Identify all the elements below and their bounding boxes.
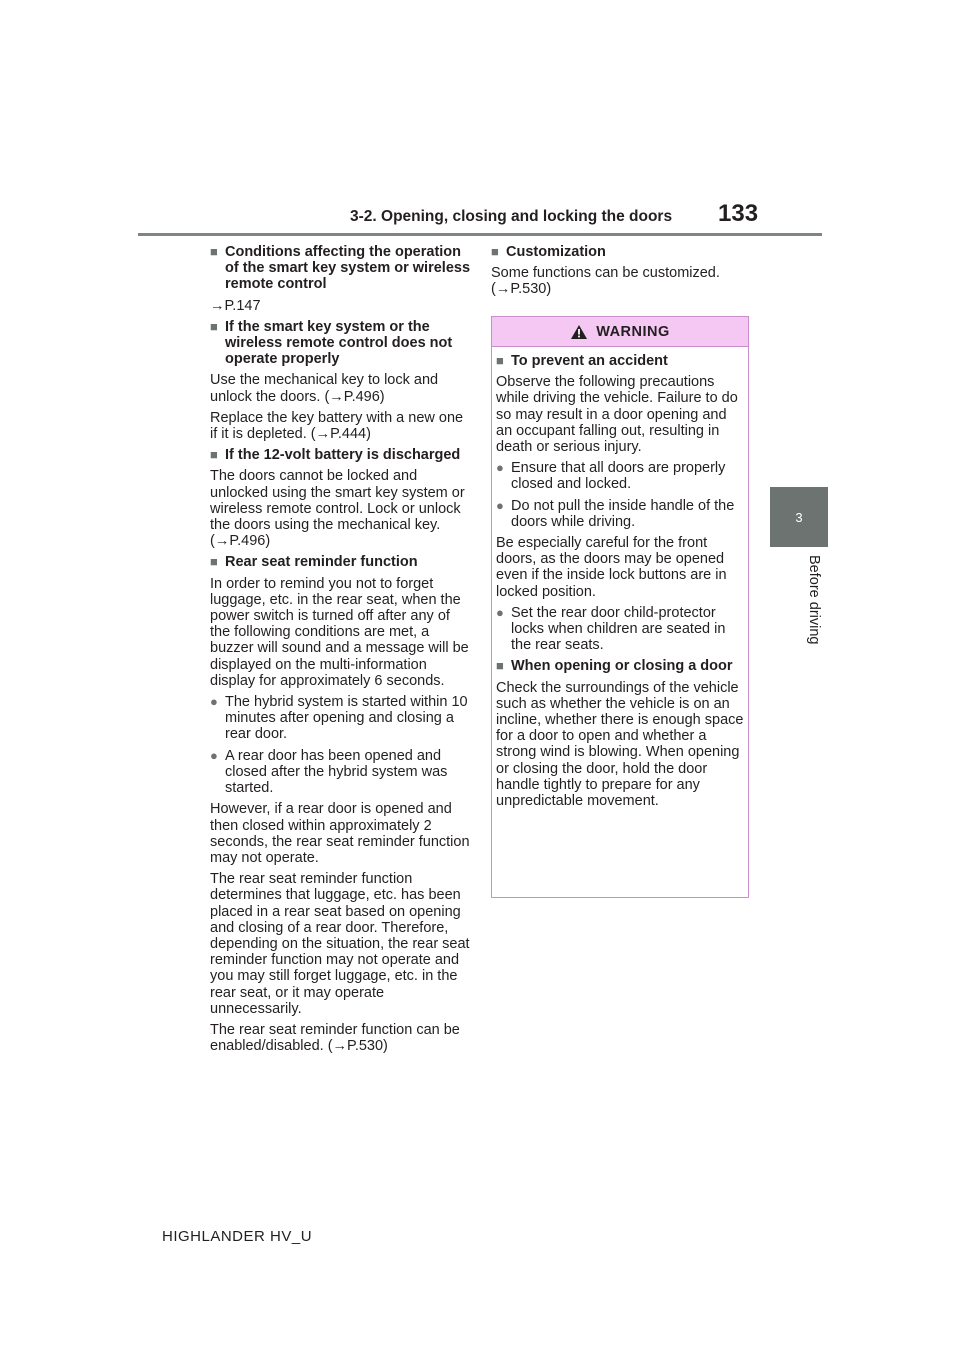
- warning-triangle-icon: [570, 324, 588, 340]
- section-title: 3-2. Opening, closing and locking the doors: [350, 208, 673, 225]
- bullet-hybrid-started: ● The hybrid system is started within 10 minutes after opening and closing a rear door.: [210, 694, 472, 743]
- warning-paragraph-front-doors: Be especially careful for the front doors, as the doors may be opened even if the inside lock buttons are in locked position.: [496, 535, 727, 600]
- heading-smart-key-not-operating: ■ If the smart key system or the wireless remote control does not operate properly: [210, 319, 472, 368]
- footer-model: HIGHLANDER HV_U: [162, 1228, 313, 1245]
- warning-paragraph-surroundings: Check the surroundings of the vehicle such as whether the vehicle is on an incline, whether there is enough space for a door to open and whether a strong wind is blowing. When opening or closing the door, hold the door handle tightly to prepare for any unpredictable movement.: [496, 679, 744, 810]
- warning-body: [492, 347, 748, 809]
- chapter-label: Before driving: [806, 555, 822, 645]
- paragraph-reminder-intro: In order to remind you not to forget luggage, etc. in the rear seat, when the power switch is turned off after any of the following conditions are met, a buzzer will sound and a message will be displayed on the multi-information display for approximately 6 seconds.: [210, 575, 469, 689]
- heading-smart-key-conditions: ■ Conditions affecting the operation of the smart key system or wireless remote control: [210, 244, 472, 293]
- left-column: [210, 244, 472, 1059]
- heading-customization: ■ Customization: [491, 244, 753, 260]
- paragraph-reminder-exception: However, if a rear door is opened and then closed within approximately 2 seconds, the rear seat reminder function may not operate.: [210, 801, 470, 866]
- right-column: [491, 244, 753, 303]
- warning-bullet-doors-closed: ● Ensure that all doors are properly closed and locked.: [496, 460, 744, 492]
- reference-p147: →P.147: [210, 297, 261, 314]
- bullet-rear-door-opened: ● A rear door has been opened and closed after the hybrid system was started.: [210, 748, 472, 797]
- paragraph-reminder-determination: The rear seat reminder function determines that luggage, etc. has been placed in a rear seat based on opening and closing of a rear door. Therefore, depending on the situation, the rear seat reminder function may not operate and you may still forget luggage, etc. in the rear seat, or it may operate unnecessarily.: [210, 871, 470, 1017]
- paragraph-mechanical-key: Use the mechanical key to lock and unlock the doors. (→P.496): [210, 372, 439, 405]
- header-divider: [138, 233, 822, 236]
- heading-battery-discharged: ■ If the 12-volt battery is discharged: [210, 447, 472, 463]
- warning-heading-opening-door: ■ When opening or closing a door: [496, 658, 744, 674]
- page-number: 133: [718, 200, 759, 227]
- warning-bullet-inside-handle: ● Do not pull the inside handle of the doors while driving.: [496, 498, 744, 530]
- paragraph-battery-discharged: The doors cannot be locked and unlocked using the smart key system or wireless remote control. Lock or unlock the doors using the mechanical key. (→P.496): [210, 468, 465, 550]
- paragraph-key-battery: Replace the key battery with a new one if it is depleted. (→P.444): [210, 409, 464, 443]
- warning-bullet-child-locks: ● Set the rear door child-protector locks when children are seated in the rear seats.: [496, 605, 744, 654]
- warning-heading-prevent-accident: ■ To prevent an accident: [496, 353, 744, 369]
- warning-box: [491, 316, 749, 898]
- warning-header: [492, 317, 748, 347]
- paragraph-customization: Some functions can be customized. (→P.530): [491, 265, 720, 298]
- chapter-tab: 3: [770, 487, 828, 547]
- paragraph-reminder-enable: The rear seat reminder function can be enabled/disabled. (→P.530): [210, 1021, 460, 1055]
- heading-rear-seat-reminder: ■ Rear seat reminder function: [210, 554, 472, 570]
- warning-title: WARNING: [596, 323, 670, 340]
- warning-paragraph-precautions: Observe the following precautions while driving the vehicle. Failure to do so may result in a door opening and an occupant falling out, resulting in death or serious injury.: [496, 374, 738, 456]
